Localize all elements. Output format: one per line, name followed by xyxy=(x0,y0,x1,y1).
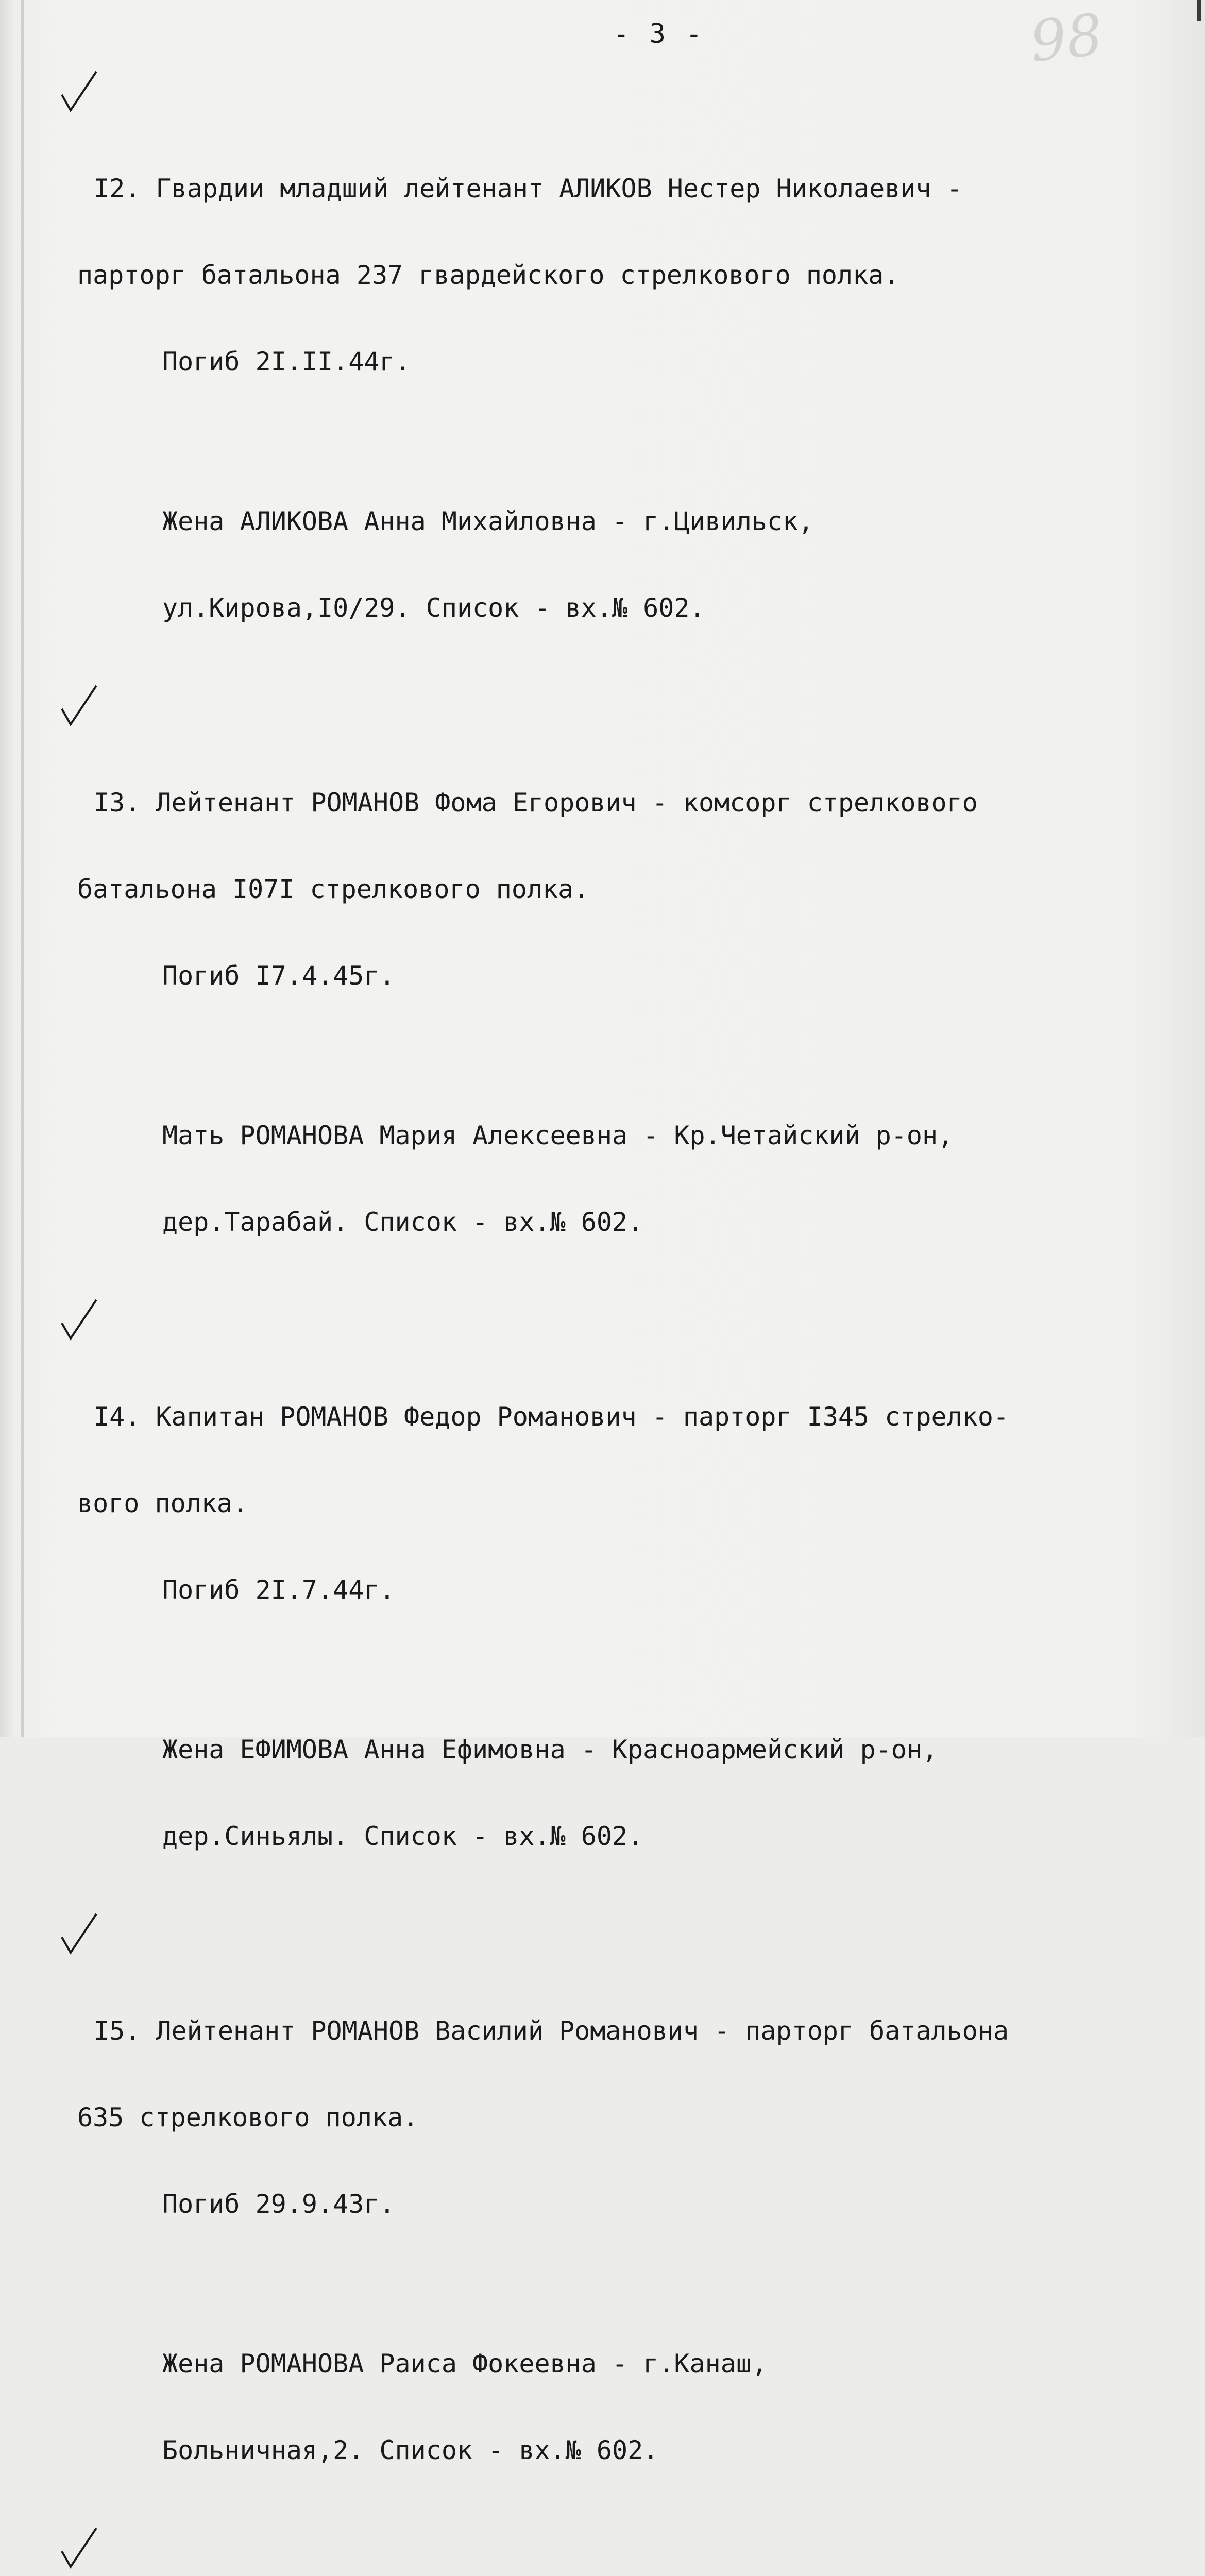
list-entry-12 xyxy=(77,88,1190,680)
scan-edge-mark xyxy=(1197,0,1201,21)
archive-page-number: 98 xyxy=(1027,2,1106,75)
entry-relative-line-1: Жена ЕФИМОВА Анна Ефимовна - Красноармейский р-он, xyxy=(162,1735,938,1765)
entry-line-1: I3. Лейтенант РОМАНОВ Фома Егорович - комсорг стрелкового xyxy=(94,788,978,818)
page-fold-shadow xyxy=(21,0,24,1737)
entry-line-2: 635 стрелкового полка. xyxy=(77,2103,419,2132)
check-mark-icon xyxy=(59,683,100,730)
list-entry-13 xyxy=(77,702,1190,1294)
page-number: - 3 - xyxy=(613,19,704,49)
list-entry-15 xyxy=(77,1930,1190,2522)
list-entry-14 xyxy=(77,1316,1190,1908)
check-mark-icon xyxy=(59,69,100,115)
check-mark-icon xyxy=(59,1297,100,1344)
check-mark-icon xyxy=(59,2526,100,2572)
entry-line-2: парторг батальона 237 гвардейского стрелкового полка. xyxy=(77,260,899,290)
entry-death-date: Погиб I7.4.45г. xyxy=(162,961,395,991)
check-mark-icon xyxy=(59,1911,100,1958)
entry-line-2: вого полка. xyxy=(77,1488,248,1518)
entry-line-2: батальона I07I стрелкового полка. xyxy=(77,874,589,904)
entry-relative-line-1: Жена РОМАНОВА Раиса Фокеевна - г.Канаш, xyxy=(162,2349,767,2379)
entry-death-date: Погиб 2I.II.44г. xyxy=(162,347,411,377)
entry-relative-line-1: Мать РОМАНОВА Мария Алексеевна - Кр.Четайский р-он, xyxy=(162,1121,954,1150)
entry-death-date: Погиб 2I.7.44г. xyxy=(162,1575,395,1605)
entry-line-1: I5. Лейтенант РОМАНОВ Василий Романович - парторг батальона xyxy=(94,2016,1009,2046)
casualty-list xyxy=(77,88,1190,2576)
entry-relative-line-1: Жена АЛИКОВА Анна Михайловна - г.Цивильск, xyxy=(162,506,814,536)
entry-relative-line-2: ул.Кирова,I0/29. Список - вх.№ 602. xyxy=(162,593,705,623)
entry-relative-line-2: дер.Синьялы. Список - вх.№ 602. xyxy=(162,1821,643,1851)
list-entry-16 xyxy=(77,2544,1190,2576)
entry-relative-line-2: дер.Тарабай. Список - вх.№ 602. xyxy=(162,1207,643,1237)
entry-relative-line-2: Больничная,2. Список - вх.№ 602. xyxy=(162,2435,659,2465)
entry-line-1: I4. Капитан РОМАНОВ Федор Романович - парторг I345 стрелко- xyxy=(94,1402,1009,1432)
entry-line-1: I2. Гвардии младший лейтенант АЛИКОВ Нестер Николаевич - xyxy=(94,174,962,204)
entry-death-date: Погиб 29.9.43г. xyxy=(162,2189,395,2219)
